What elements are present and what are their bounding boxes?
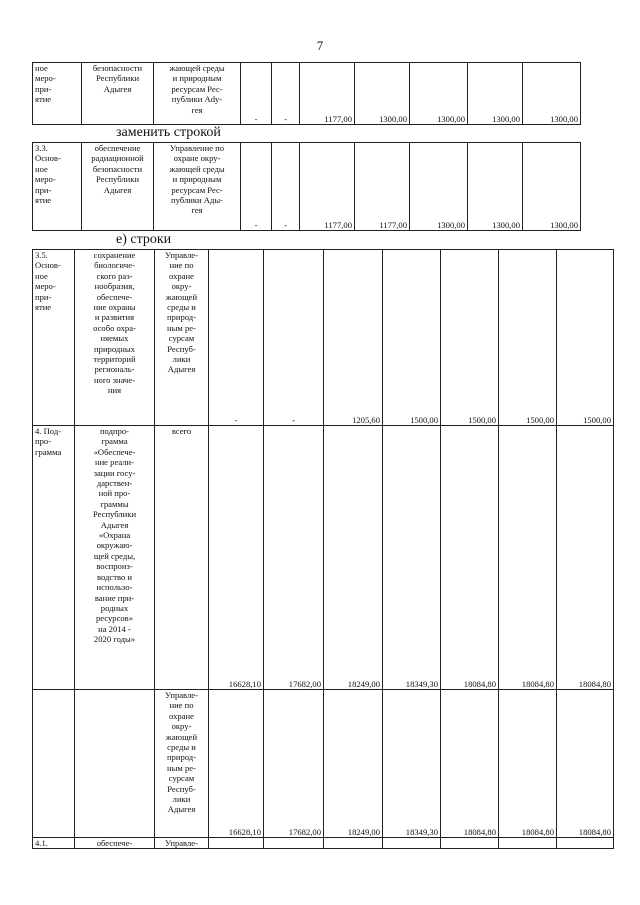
table-fragment-2: [32, 142, 581, 231]
cell-executor: Управление по охране окру- жающей среды и природным ресурсам Рес- публики Ады- гея: [154, 143, 241, 231]
cell-value: 1500,00: [441, 250, 499, 426]
cell-value: 1300,00: [410, 143, 468, 231]
cell-value: [499, 838, 557, 849]
cell-status: 3.3. Основ- ное меро- при- ятие: [33, 143, 82, 231]
table-row: [33, 143, 581, 231]
section-heading: заменить строкой: [116, 125, 221, 140]
cell-value: 18084,80: [557, 690, 614, 838]
cell-executor: Управле-: [155, 838, 209, 849]
cell-value: 18084,80: [499, 426, 557, 690]
cell-value: -: [241, 143, 272, 231]
cell-value: 1500,00: [383, 250, 441, 426]
table-row: [33, 426, 614, 690]
cell-value: 1300,00: [355, 63, 410, 125]
cell-value: 18084,80: [499, 690, 557, 838]
cell-value: -: [209, 250, 264, 426]
cell-name: безопасности Республики Адыгея: [82, 63, 154, 125]
cell-status: 4. Под- про- грамма: [33, 426, 75, 690]
cell-value: 1205,60: [324, 250, 383, 426]
cell-value: 18349,30: [383, 426, 441, 690]
cell-value: [441, 838, 499, 849]
cell-value: 1300,00: [523, 63, 581, 125]
cell-value: -: [264, 250, 324, 426]
cell-value: 18349,30: [383, 690, 441, 838]
cell-name: [75, 690, 155, 838]
cell-name: обеспечение радиационной безопасности Республики Адыгея: [82, 143, 154, 231]
cell-value: [324, 838, 383, 849]
cell-value: 1177,00: [300, 143, 355, 231]
cell-value: 16628,10: [209, 426, 264, 690]
cell-value: [209, 838, 264, 849]
cell-value: 17682,00: [264, 426, 324, 690]
cell-value: 18084,80: [441, 426, 499, 690]
cell-value: 1500,00: [557, 250, 614, 426]
cell-name: обеспече-: [75, 838, 155, 849]
cell-value: 1300,00: [468, 143, 523, 231]
cell-value: 16628,10: [209, 690, 264, 838]
cell-value: 1300,00: [523, 143, 581, 231]
cell-executor: Управле- ние по охране окру- жающей среды и природ- ным ре- сурсам Респуб- лики Адыгея: [155, 690, 209, 838]
cell-value: 1300,00: [468, 63, 523, 125]
cell-value: 18249,00: [324, 426, 383, 690]
cell-value: -: [272, 63, 300, 125]
page-number: 7: [316, 38, 324, 53]
cell-status: 3.5. Основ- ное меро- при- ятие: [33, 250, 75, 426]
cell-value: [557, 838, 614, 849]
table-fragment-1: [32, 62, 581, 125]
section-heading: е) строки: [116, 232, 172, 247]
cell-status: [33, 690, 75, 838]
cell-value: 18084,80: [441, 690, 499, 838]
cell-status: ное меро- при- ятие: [33, 63, 82, 125]
cell-value: [264, 838, 324, 849]
table-row: [33, 690, 614, 838]
table-row: [33, 250, 614, 426]
table-row: [33, 838, 614, 849]
cell-value: -: [241, 63, 272, 125]
cell-executor: всего: [155, 426, 209, 690]
cell-value: 1177,00: [300, 63, 355, 125]
cell-status: 4.1.: [33, 838, 75, 849]
cell-value: -: [272, 143, 300, 231]
cell-value: 18084,80: [557, 426, 614, 690]
cell-value: [383, 838, 441, 849]
table-fragment-3: [32, 249, 614, 849]
cell-value: 1500,00: [499, 250, 557, 426]
cell-name: сохранение биологиче- ского раз- нообразия, обеспече- ние охраны и развития особо охра- няемых природных территорий региональ- ного значе- ния: [75, 250, 155, 426]
cell-executor: Управле- ние по охране окру- жающей среды и природ- ным ре- сурсам Респуб- лики Адыгея: [155, 250, 209, 426]
cell-value: 1177,00: [355, 143, 410, 231]
cell-executor: жающей среды и природным ресурсам Рес- публики Ady- гея: [154, 63, 241, 125]
table-row: [33, 63, 581, 125]
cell-value: 1300,00: [410, 63, 468, 125]
cell-value: 17682,00: [264, 690, 324, 838]
cell-value: 18249,00: [324, 690, 383, 838]
cell-name: подпро- грамма «Обеспече- ние реали- зации госу- дарствен- ной про- граммы Республики Адыгея «Охрана окружаю- щей среды, воспроиз- водство и использо- вание при- родных ресурсов» на 2014 - 2020 годы»: [75, 426, 155, 690]
